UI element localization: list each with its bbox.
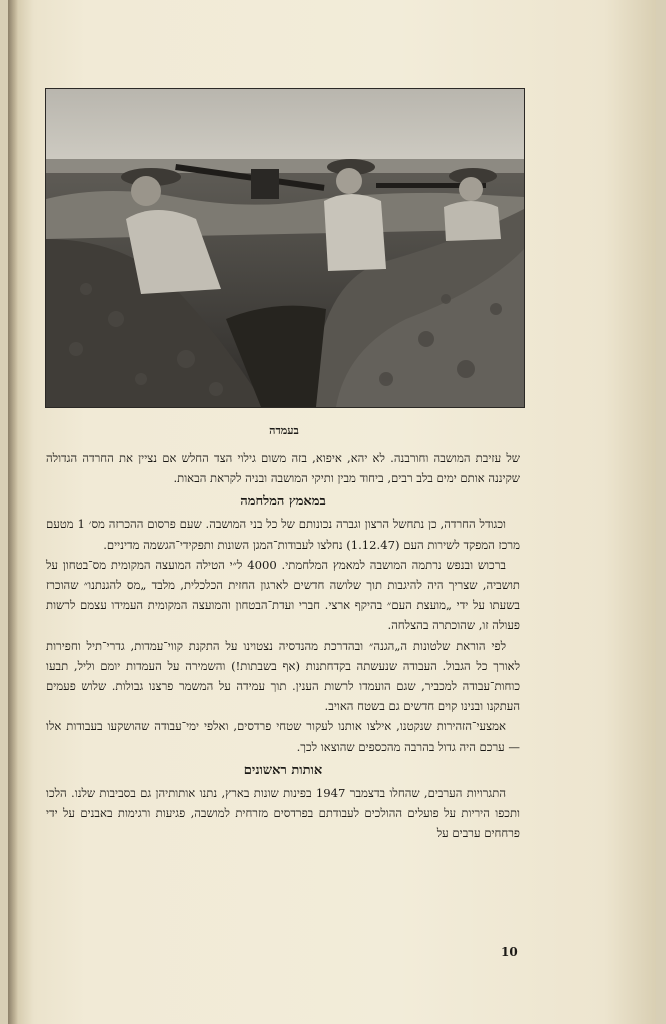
page-gutter-shadow (8, 0, 18, 1024)
paragraph: לפי הוראת שלטונות ה„הגנה״ ובהדרכת מהנדסיה נצטוינו על התקנת קווי־עמדות, גדרי־תיל וחפירות לאורך כל הגבול. העבודה שנעשתה בקדחתנות (אף בשבתות!) והשמירה על העמדות יומם וליל, תבעו כוחות־עבודה למכביר, שגם הועמדו לרשות הענין. תוך עמידה על המשמר פרצנו גבולות. שלוש פעמים העתקנו ובנינו קוים חדשים גם בשטח האויב. (46, 638, 520, 714)
page-number: 10 (501, 945, 518, 959)
article-text (46, 448, 520, 843)
trench-photograph (45, 88, 525, 408)
section-heading: במאמץ המלחמה (240, 494, 326, 510)
book-page (8, 0, 656, 1024)
paragraph: של עזיבת המושבה וחורבנה. לא יהא, איפוא, בזה משום גילוי הצד החלש אם נציין את החרדה הגדולה שקיננה אותם ימים בלב רבים, ביחוד מבין ותיקי המושבה ובניה לקראת הבאות. (46, 451, 520, 486)
paragraph: אמצעי־הזהירות שנקטנו, אילצו אותנו לעקור שטחי פרדסים, ואלפי ימי־עבודה שהושקעו בעבודות אלו — ערכם היה גדול בהרבה מהכספים שהוצאו לכך. (46, 719, 520, 754)
paragraph: ברכוש ובנפש נרתמה המושבה למאמץ המלחמתי. 4000 ל״י הטילה המועצה המקומית מס־בטחון על תושביה, שצריך היה להיגבות תוך שלושה חדשים לארגון החזית הכלכלית, מלבד „מס להגנתנו״ שהוכרז בשעתו על ידי „מועצת העם״ בהיקף ארצי. חברי ועדת־הבטחון והמועצה המקומית העמידו עצמם לרשות פעולה זו, שהוכתרה בהצלחה. (46, 557, 520, 633)
photo-caption: בעמדה (269, 424, 299, 437)
paragraph: וכגודל החרדה, כן נתחשל הרצון וגברה נכונותם של כל בני המושבה. שעם פרסום ההכרזה מס׳ 1 מטעם מרכז המפקד לשירות העם (1.12.47) נחלצו לעבודות־המגן השונות ותפקידי־הגשמה מדיניים. (46, 517, 520, 552)
section-heading: אותות ראשונים (243, 762, 323, 778)
trench-photo-drawing (46, 89, 524, 407)
paragraph: התגרויות הערבים, שהחלו בדצמבר 1947 בפינות שונות בארץ, נתנו אותותיהן גם בסביבות שלנו. הלכו ותכפו היריות על פועלים ההולכים לעבודתם בפרדסים מזרחית למושבה, פגיעות ורגימות באבנים על ידי פרחחים ערבים על (46, 785, 520, 841)
